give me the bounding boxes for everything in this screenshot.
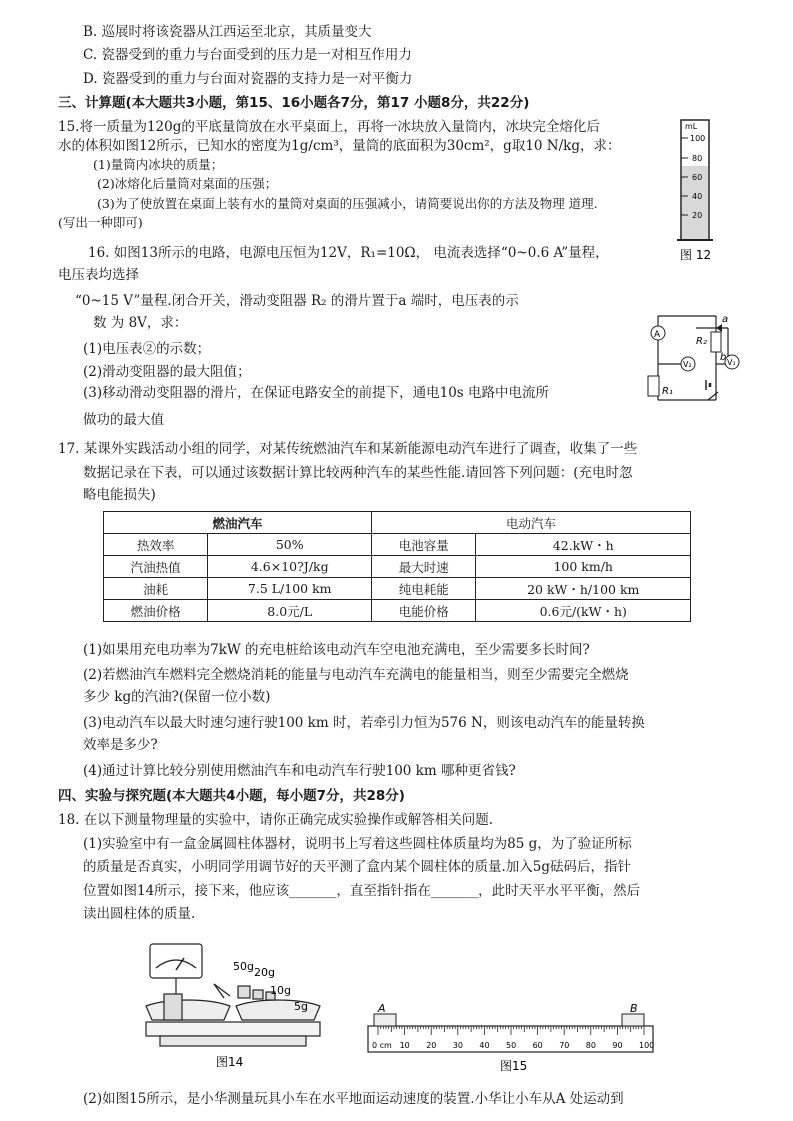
figure-15	[360, 1000, 660, 1074]
figure-14-caption: 图14	[216, 1055, 244, 1069]
rheostat-r2	[711, 332, 721, 352]
q16-sub-2: (2)滑动变阻器的最大阻值；	[83, 364, 251, 380]
table-row: 油耗 7.5 L/100 km 纯电耗能 20 kW・h/100 km	[104, 578, 691, 600]
q15-sub-1: (1)量筒内冰块的质量；	[93, 157, 224, 172]
figure-13	[640, 308, 745, 416]
weight-5g: 5g	[294, 1000, 308, 1013]
option-b: B. 巡展时将该瓷器从江西运至北京，其质量变大	[83, 24, 372, 40]
ruler-tick-label: 100	[639, 1041, 655, 1050]
q15-line-1: 15.将一质量为120g的平底量筒放在水平桌面上，再将一冰块放入量筒内，冰块完全熔化后	[58, 119, 600, 135]
section-3-title: 三、计算题(本大题共3小题，第15、16小题各7分，第17 小题8分，共22分)	[58, 95, 530, 111]
ruler-tick-label: 50	[506, 1041, 517, 1050]
q17-line-2: 数据记录在下表，可以通过该数据计算比较两种汽车的某些性能.请回答下列问题：(充电时忽	[83, 465, 633, 481]
q17-sub-2a: (2)若燃油汽车燃料完全燃烧消耗的能量与电动汽车充满电的能量相当，则至少需要完全燃烧	[83, 667, 629, 683]
option-d: D. 瓷器受到的重力与台面对瓷器的支持力是一对平衡力	[83, 71, 413, 87]
pointer-dial	[150, 944, 202, 978]
q18-line-5: 读出圆柱体的质量.	[83, 906, 196, 922]
ruler-tick-label: 70	[559, 1041, 570, 1050]
car-data-table	[103, 511, 691, 622]
q17-line-3: 略电能损失)	[83, 487, 156, 503]
q17-line-1: 17. 某课外实践活动小组的同学，对某传统燃油汽车和某新能源电动汽车进行了调查，收集了一些	[58, 441, 638, 457]
ruler-tick-label: 60	[532, 1041, 543, 1050]
q16-line-3: “0~15 V”量程.闭合开关，滑动变阻器 R₂ 的滑片置于a 端时，电压表的示	[75, 293, 519, 309]
unit-label: mL	[685, 122, 698, 131]
svg-text:A: A	[654, 330, 661, 340]
point-b-label: B	[630, 1002, 638, 1015]
scale-80: 80	[692, 154, 703, 163]
q17-sub-3a: (3)电动汽车以最大时速匀速行驶100 km 时，若牵引力恒为576 N，则该电动汽车的能量转换	[83, 715, 645, 731]
q17-sub-2b: 多少 kg的汽油?(保留一位小数)	[83, 689, 271, 705]
weight-50g: 50g	[233, 960, 254, 973]
q18-last-line: (2)如图15所示，是小华测量玩具小车在水平地面运动速度的装置.小华让小车从A 处运动到	[83, 1091, 624, 1107]
q16-line-1: 16. 如图13所示的电路，电源电压恒为12V，R₁=10Ω， 电流表选择“0~0.6 A”量程，	[88, 245, 609, 261]
q16-sub-3: (3)移动滑动变阻器的滑片，在保证电路安全的前提下，通电10s 电路中电流所	[83, 385, 550, 401]
q15-sub-3b: (写出一种即可)	[58, 215, 143, 230]
q18-line-4: 位置如图14所示，接下来，他应该_______，直至指针指在_______，此时天平水平平衡，然后	[83, 883, 641, 899]
q17-sub-4: (4)通过计算比较分别使用燃油汽车和电动汽车行驶100 km 哪种更省钱?	[83, 763, 516, 779]
option-c: C. 瓷器受到的重力与台面受到的压力是一对相互作用力	[83, 47, 412, 63]
q15-sub-2: (2)冰熔化后量筒对桌面的压强；	[97, 176, 278, 191]
q16-line-2: 电压表均选择	[58, 267, 139, 283]
table-row: 汽油热值 4.6×10?J/kg 最大时速 100 km/h	[104, 556, 691, 578]
header-fuel-car: 燃油汽车	[104, 512, 372, 534]
q15-sub-3: (3)为了使放置在桌面上装有水的量筒对桌面的压强减小，请简要说出你的方法及物理 道理.	[97, 196, 598, 211]
q16-line-4: 数 为 8V，求：	[93, 315, 188, 331]
header-electric-car: 电动汽车	[372, 512, 691, 534]
weight-10g: 10g	[270, 984, 291, 997]
ruler-tick-label: 0 cm	[372, 1041, 392, 1050]
scale-40: 40	[692, 192, 703, 201]
figure-12-caption: 图 12	[680, 248, 712, 262]
rheostat-slider	[716, 324, 722, 332]
balance-beam	[146, 1022, 320, 1036]
q18-line-3: 的质量是否真实，小明同学用调节好的天平测了盒内某个圆柱体的质量.加入5g砝码后，指针	[83, 859, 632, 875]
figure-14	[138, 938, 328, 1074]
svg-text:a: a	[722, 314, 729, 325]
scale-60: 60	[692, 173, 703, 182]
q15-line-2: 水的体积如图12所示，已知水的密度为1g/cm³，量筒的底面积为30cm²，g取10 N/kg，求：	[58, 138, 621, 154]
q18-line-1: 18. 在以下测量物理量的实验中，请你正确完成实验操作或解答相关问题.	[58, 812, 494, 828]
svg-text:b: b	[720, 352, 727, 363]
scale-100: 100	[690, 134, 706, 143]
figure-12	[668, 114, 730, 264]
left-pan	[146, 1000, 230, 1020]
resistor-r1	[648, 376, 659, 396]
q17-sub-1: (1)如果用充电功率为7kW 的充电桩给该电动汽车空电池充满电，至少需要多长时间?	[83, 642, 590, 658]
svg-text:R₁: R₁	[662, 386, 673, 397]
q17-sub-3b: 效率是多少?	[83, 737, 158, 753]
toy-car-b	[622, 1014, 644, 1026]
toy-car-a	[374, 1014, 396, 1026]
ruler-tick-label: 40	[479, 1041, 490, 1050]
scale-20: 20	[692, 211, 703, 220]
table-row: 燃油价格 8.0元/L 电能价格 0.6元/(kW・h)	[104, 600, 691, 622]
ruler-tick-label: 80	[585, 1041, 596, 1050]
cylinder-sample	[164, 994, 182, 1020]
table-header-row	[104, 512, 691, 534]
figure-15-caption: 图15	[500, 1059, 528, 1073]
balance-base	[160, 1036, 306, 1046]
svg-text:R₂: R₂	[696, 336, 707, 347]
q16-sub-1: (1)电压表②的示数；	[83, 341, 211, 357]
ruler-tick-label: 10	[399, 1041, 410, 1050]
ruler-tick-label: 90	[612, 1041, 623, 1050]
ruler-tick-label: 20	[426, 1041, 437, 1050]
table-row: 热效率 50% 电池容量 42.kW・h	[104, 534, 691, 556]
ruler-tick-label: 30	[452, 1041, 463, 1050]
weight-20g: 20g	[254, 966, 275, 979]
svg-text:V₂: V₂	[683, 360, 692, 369]
q16-sub-3b: 做功的最大值	[83, 412, 164, 428]
svg-text:V₁: V₁	[727, 358, 736, 367]
q18-line-2: (1)实验室中有一盒金属圆柱体器材，说明书上写着这些圆柱体质量均为85 g，为了验证所标	[83, 836, 632, 852]
section-4-title: 四、实验与探究题(本大题共4小题，每小题7分，共28分)	[58, 788, 405, 804]
point-a-label: A	[378, 1002, 386, 1015]
